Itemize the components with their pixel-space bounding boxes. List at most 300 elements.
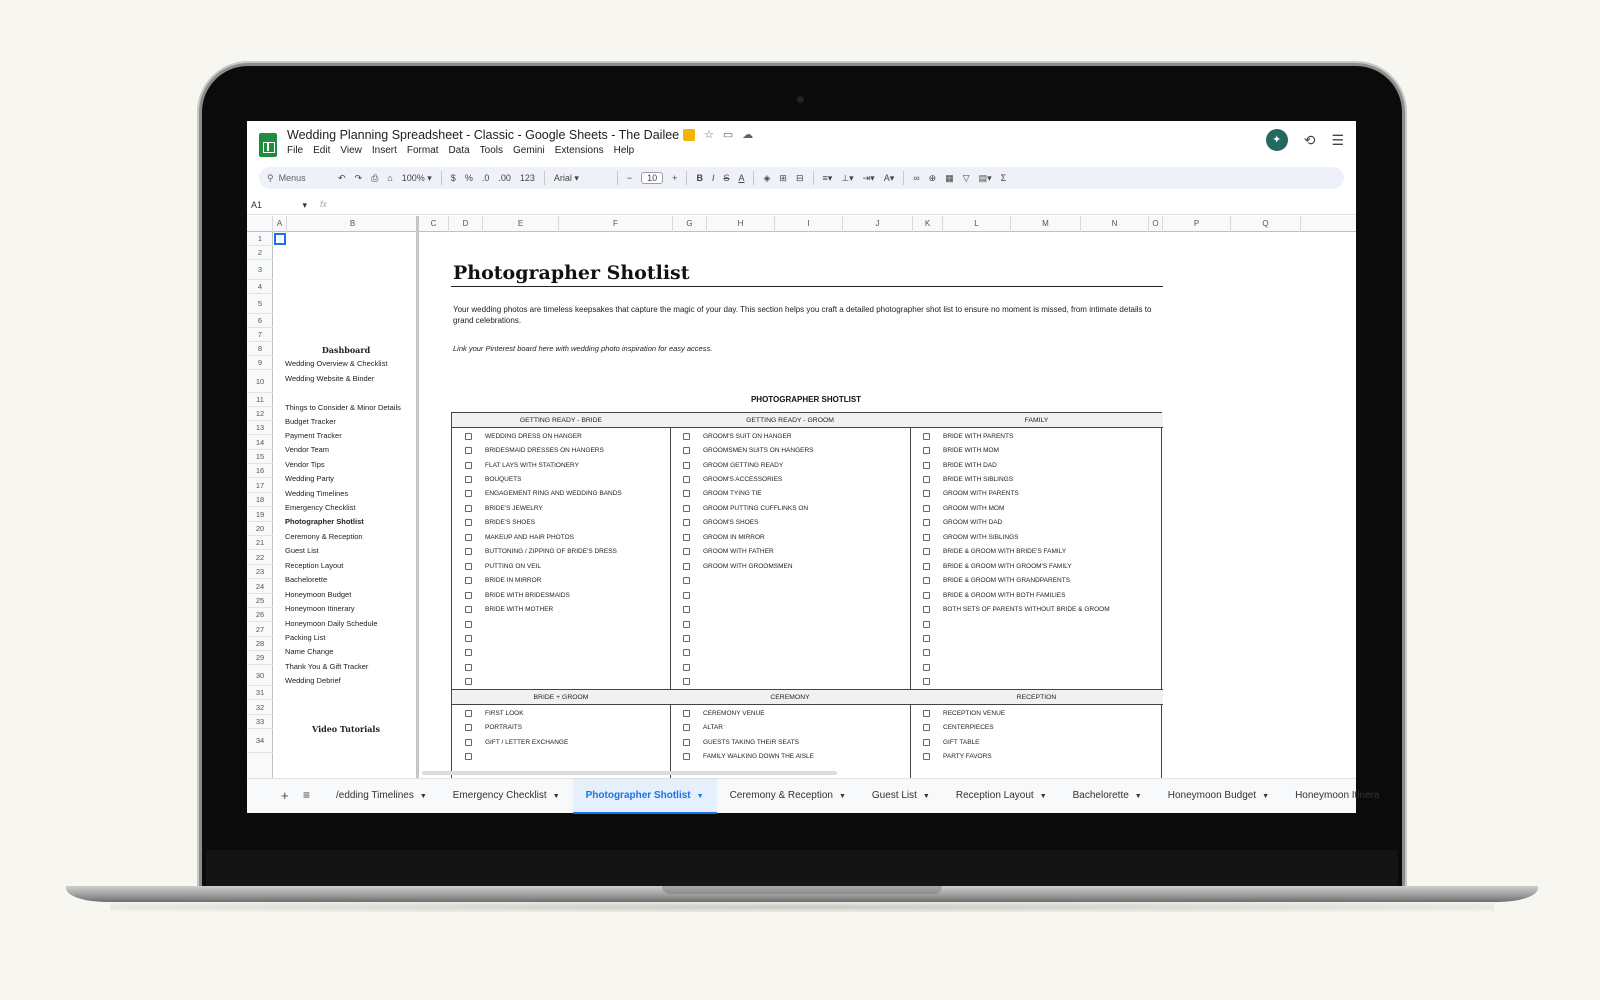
shot-checkbox[interactable]	[465, 606, 472, 613]
sidebar-link[interactable]: Photographer Shotlist	[285, 517, 364, 526]
menu-view[interactable]: View	[340, 145, 362, 156]
menu-gemini[interactable]: Gemini	[513, 145, 545, 156]
shot-checkbox[interactable]	[465, 635, 472, 642]
row-header[interactable]: 24	[247, 579, 273, 594]
toolbar-divider	[903, 171, 904, 185]
row-header[interactable]: 2	[247, 246, 273, 260]
sidebar-link[interactable]: Honeymoon Budget	[285, 590, 352, 599]
sidebar-link[interactable]: Honeymoon Daily Schedule	[285, 619, 378, 628]
row-header[interactable]: 5	[247, 294, 273, 314]
shot-item	[452, 646, 670, 660]
shot-checkbox[interactable]	[923, 621, 930, 628]
shot-item	[670, 545, 910, 559]
shot-checkbox[interactable]	[923, 447, 930, 454]
shot-item	[452, 720, 670, 734]
shot-checkbox[interactable]	[683, 476, 690, 483]
row-header[interactable]: 17	[247, 478, 273, 493]
sheet-tab-label: Honeymoon Budget	[1167, 790, 1257, 801]
add-sheet-icon[interactable]: +	[281, 788, 289, 803]
shot-label: GUESTS TAKING THEIR SEATS	[703, 738, 799, 746]
row-header[interactable]: 31	[247, 686, 273, 700]
dashboard-heading: Dashboard	[321, 345, 371, 355]
sidebar-link[interactable]: Budget Tracker	[285, 417, 336, 426]
column-header[interactable]: N	[1081, 216, 1149, 232]
shot-item	[910, 530, 1163, 544]
sidebar-link[interactable]: Wedding Website & Binder	[285, 374, 375, 383]
shot-checkbox[interactable]	[465, 490, 472, 497]
column-header[interactable]: E	[483, 216, 559, 232]
shot-checkbox[interactable]	[923, 534, 930, 541]
sheet-tab-bar	[247, 778, 1380, 813]
vertical-align-icon[interactable]: ⊥▾	[841, 172, 854, 183]
shot-item	[452, 487, 670, 501]
menu-help[interactable]: Help	[613, 145, 635, 156]
row-header[interactable]: 16	[247, 464, 273, 478]
shotlist-section	[452, 413, 670, 688]
chevron-down-icon[interactable]: ▼	[1134, 793, 1142, 800]
shot-checkbox[interactable]	[923, 592, 930, 599]
search-icon: ⚲	[267, 172, 274, 183]
row-header[interactable]: 22	[247, 550, 273, 565]
row-header[interactable]: 13	[247, 421, 273, 435]
shot-item	[910, 749, 1163, 763]
shot-label: GROOM GETTING READY	[703, 461, 784, 469]
horizontal-scrollbar[interactable]	[422, 771, 837, 775]
select-all-corner[interactable]	[247, 216, 273, 232]
name-box[interactable]	[251, 200, 307, 211]
shot-item	[452, 458, 670, 472]
shot-checkbox[interactable]	[683, 621, 690, 628]
sheet-tab[interactable]	[1060, 779, 1155, 814]
shot-checkbox[interactable]	[683, 592, 690, 599]
merge-cells-icon[interactable]: ⊟	[795, 172, 804, 183]
shot-item	[910, 735, 1163, 749]
borders-icon[interactable]: ⊞	[779, 172, 787, 183]
column-header[interactable]: K	[913, 216, 943, 232]
shot-item	[452, 443, 670, 457]
row-header[interactable]: 25	[247, 594, 273, 608]
text-wrap-icon[interactable]: ⇥▾	[862, 172, 875, 183]
sidebar-link[interactable]: Packing List	[285, 633, 326, 642]
sidebar-link[interactable]: Things to Consider & Minor Details	[285, 403, 401, 412]
avatar[interactable]: ✦	[1266, 129, 1288, 151]
shotlist-section	[910, 413, 1163, 688]
chevron-down-icon[interactable]: ▼	[838, 793, 846, 800]
sheet-tab[interactable]	[440, 779, 573, 814]
shot-item	[670, 501, 910, 515]
sidebar-link[interactable]: Bachelorette	[285, 575, 328, 584]
shot-item	[452, 530, 670, 544]
row-header[interactable]: 14	[247, 435, 273, 450]
shot-checkbox[interactable]	[923, 753, 930, 760]
redo-icon[interactable]: ↷	[354, 172, 363, 183]
sidebar-link[interactable]: Wedding Timelines	[285, 489, 349, 498]
shot-checkbox[interactable]	[465, 664, 472, 671]
menu-insert[interactable]: Insert	[371, 145, 397, 156]
shot-label: GIFT / LETTER EXCHANGE	[485, 738, 569, 746]
shot-label: BRIDESMAID DRESSES ON HANGERS	[485, 447, 604, 455]
shot-checkbox[interactable]	[683, 678, 690, 685]
sheets-logo-icon[interactable]	[259, 133, 277, 157]
insert-chart-icon[interactable]: ▦	[945, 172, 954, 183]
shot-label: GROOM WITH GROOMSMEN	[703, 562, 793, 570]
shot-label: WEDDING DRESS ON HANGER	[485, 432, 582, 440]
font-size-increase-icon[interactable]: +	[672, 173, 678, 183]
shot-checkbox[interactable]	[923, 635, 930, 642]
row-header[interactable]: 29	[247, 651, 273, 665]
shot-item	[910, 487, 1163, 501]
comments-icon[interactable]: ☰	[1331, 131, 1344, 148]
sidebar-link[interactable]: Wedding Debrief	[285, 676, 341, 685]
sheet-tabs	[323, 779, 1393, 814]
shot-checkbox[interactable]	[923, 505, 930, 512]
chevron-down-icon[interactable]: ▼	[419, 793, 427, 800]
row-header[interactable]: 1	[247, 232, 273, 246]
shot-item	[452, 588, 670, 602]
shot-item	[670, 646, 910, 660]
shot-item	[670, 429, 910, 443]
shot-item	[452, 472, 670, 486]
shot-item	[670, 530, 910, 544]
shot-checkbox[interactable]	[683, 739, 690, 746]
menu-file[interactable]: File	[287, 145, 304, 156]
shot-checkbox[interactable]	[923, 433, 930, 440]
move-folder-icon[interactable]: ▭	[722, 129, 734, 141]
sheet-tab[interactable]	[717, 779, 859, 814]
shot-item	[452, 559, 670, 573]
sidebar-link[interactable]: Vendor Tips	[285, 460, 325, 469]
sidebar-link[interactable]: Honeymoon Itinerary	[285, 604, 355, 613]
shot-label: BRIDE & GROOM WITH BRIDE'S FAMILY	[943, 548, 1067, 556]
shot-checkbox[interactable]	[683, 649, 690, 656]
shot-checkbox[interactable]	[683, 577, 690, 584]
shot-checkbox[interactable]	[465, 621, 472, 628]
row-headers	[247, 232, 273, 778]
shot-checkbox[interactable]	[465, 505, 472, 512]
pinterest-link-note[interactable]: Link your Pinterest board here with wedding photo inspiration for easy access.	[453, 344, 713, 353]
shot-checkbox[interactable]	[465, 534, 472, 541]
decrease-decimal-button[interactable]: .0	[481, 173, 490, 183]
column-header[interactable]: A	[273, 216, 287, 232]
sheet-tab-label: Guest List	[871, 790, 917, 801]
shot-item	[910, 472, 1163, 486]
shot-checkbox[interactable]	[923, 678, 930, 685]
row-header[interactable]: 3	[247, 260, 273, 280]
shot-label: BRIDE & GROOM WITH GROOM'S FAMILY	[943, 562, 1072, 570]
shot-checkbox[interactable]	[465, 462, 472, 469]
shot-checkbox[interactable]	[923, 739, 930, 746]
number-format-button[interactable]: 123	[519, 173, 535, 183]
shot-label: FIRST LOOK	[485, 709, 524, 717]
row-header[interactable]: 4	[247, 280, 273, 294]
template-badge-icon[interactable]	[683, 129, 695, 141]
strikethrough-icon[interactable]: S	[723, 173, 730, 183]
shot-checkbox[interactable]	[465, 710, 472, 717]
shot-label: GROOM TYING TIE	[703, 490, 762, 498]
functions-icon[interactable]: Σ	[1000, 173, 1007, 183]
font-select[interactable]: Arial ▾	[553, 172, 579, 183]
currency-button[interactable]: $	[450, 173, 456, 183]
shot-item	[910, 458, 1163, 472]
row-header[interactable]: 30	[247, 665, 273, 686]
shot-label: BRIDE WITH BRIDESMAIDS	[485, 591, 570, 599]
shot-label: BRIDE WITH MOTHER	[485, 606, 554, 614]
page-title: Photographer Shotlist	[453, 262, 690, 284]
freeze-divider[interactable]	[416, 216, 419, 778]
column-headers	[247, 216, 1356, 232]
shot-checkbox[interactable]	[683, 664, 690, 671]
section-header: GETTING READY - BRIDE	[452, 413, 670, 428]
shot-checkbox[interactable]	[923, 490, 930, 497]
text-rotation-icon[interactable]: A▾	[883, 172, 895, 183]
document-title[interactable]: Wedding Planning Spreadsheet - Classic - Google Sheets - The Dailee	[287, 128, 680, 142]
shot-label: ENGAGEMENT RING AND WEDDING BANDS	[485, 490, 622, 498]
row-header[interactable]: 32	[247, 700, 273, 715]
font-value: Arial	[553, 172, 572, 183]
shot-checkbox[interactable]	[923, 664, 930, 671]
star-icon[interactable]: ☆	[704, 129, 714, 141]
menu-data[interactable]: Data	[448, 145, 470, 156]
shot-item	[452, 735, 670, 749]
shot-checkbox[interactable]	[465, 739, 472, 746]
filter-icon[interactable]: ▽	[962, 172, 970, 183]
menu-format[interactable]: Format	[406, 145, 439, 156]
shot-checkbox[interactable]	[683, 519, 690, 526]
print-icon[interactable]: ⎙	[371, 172, 379, 183]
shot-item	[452, 501, 670, 515]
font-size-input[interactable]: 10	[641, 172, 663, 184]
shot-checkbox[interactable]	[465, 476, 472, 483]
sidebar-link[interactable]: Reception Layout	[285, 561, 344, 570]
chevron-down-icon[interactable]: ▼	[1039, 793, 1047, 800]
chevron-down-icon[interactable]: ▼	[1262, 793, 1270, 800]
paint-format-icon[interactable]: ⌂	[387, 173, 393, 183]
shotlist-section	[670, 413, 910, 688]
italic-icon[interactable]: I	[711, 173, 715, 183]
sheet-tab[interactable]	[1282, 779, 1393, 814]
sidebar-link[interactable]: Vendor Team	[285, 445, 330, 454]
column-header[interactable]: L	[943, 216, 1011, 232]
shot-checkbox[interactable]	[683, 563, 690, 570]
column-header[interactable]: C	[419, 216, 449, 232]
cloud-status-icon[interactable]: ☁	[742, 129, 754, 141]
fx-icon: fx	[320, 199, 328, 209]
sidebar-link[interactable]: Wedding Overview & Checklist	[285, 359, 388, 368]
shot-label: BRIDE WITH MOM	[943, 447, 999, 455]
shot-checkbox[interactable]	[465, 592, 472, 599]
shot-checkbox[interactable]	[683, 635, 690, 642]
sheet-tab[interactable]	[573, 779, 717, 814]
shot-checkbox[interactable]	[683, 447, 690, 454]
menu-search[interactable]	[267, 173, 329, 184]
row-header[interactable]: 12	[247, 407, 273, 421]
shot-item	[910, 675, 1163, 689]
shot-item	[910, 443, 1163, 457]
column-header[interactable]: D	[449, 216, 483, 232]
shot-checkbox[interactable]	[465, 447, 472, 454]
shot-checkbox[interactable]	[683, 710, 690, 717]
increase-decimal-button[interactable]: .00	[498, 173, 511, 183]
shot-checkbox[interactable]	[923, 649, 930, 656]
title-bar	[247, 121, 1356, 163]
shot-checkbox[interactable]	[465, 433, 472, 440]
shot-label: GROOM WITH DAD	[943, 519, 1003, 527]
row-header[interactable]: 21	[247, 536, 273, 550]
toolbar-divider	[686, 171, 687, 185]
shot-checkbox[interactable]	[923, 476, 930, 483]
shot-item	[670, 631, 910, 645]
shot-checkbox[interactable]	[465, 678, 472, 685]
row-header[interactable]: 9	[247, 356, 273, 370]
sheet-tab-label: Emergency Checklist	[452, 790, 547, 801]
formula-bar	[247, 197, 1356, 215]
shot-label: GROOM'S SUIT ON HANGER	[703, 432, 792, 440]
version-history-icon[interactable]: ⟲	[1303, 131, 1316, 148]
chevron-down-icon[interactable]: ▼	[922, 793, 930, 800]
shot-item	[452, 602, 670, 616]
column-header[interactable]: F	[559, 216, 673, 232]
sidebar-link[interactable]: Name Change	[285, 647, 334, 656]
shot-checkbox[interactable]	[465, 548, 472, 555]
shot-checkbox[interactable]	[683, 505, 690, 512]
shot-checkbox[interactable]	[683, 724, 690, 731]
shot-checkbox[interactable]	[683, 534, 690, 541]
laptop-bezel	[206, 850, 1398, 888]
row-header[interactable]: 8	[247, 342, 273, 356]
shot-label: BRIDE WITH DAD	[943, 461, 997, 469]
sidebar-link[interactable]: Emergency Checklist	[285, 503, 356, 512]
shot-checkbox[interactable]	[465, 724, 472, 731]
shot-checkbox[interactable]	[923, 606, 930, 613]
sidebar-link[interactable]: Wedding Party	[285, 474, 335, 483]
shot-label: GROOMSMEN SUITS ON HANGERS	[703, 447, 814, 455]
shot-checkbox[interactable]	[683, 462, 690, 469]
shot-label: BRIDE WITH SIBLINGS	[943, 476, 1014, 484]
shot-checkbox[interactable]	[465, 577, 472, 584]
sidebar-link[interactable]: Thank You & Gift Tracker	[285, 662, 369, 671]
fill-color-icon[interactable]: ◈	[763, 172, 771, 183]
filter-views-icon[interactable]: ▤▾	[978, 172, 992, 183]
row-header[interactable]: 7	[247, 328, 273, 342]
row-header[interactable]: 11	[247, 393, 273, 407]
insert-comment-icon[interactable]: ⊕	[928, 172, 937, 183]
chevron-down-icon[interactable]: ▼	[552, 793, 560, 800]
font-size-decrease-icon[interactable]: −	[626, 173, 633, 183]
shot-checkbox[interactable]	[683, 433, 690, 440]
sheet-tab[interactable]	[1155, 779, 1282, 814]
percent-button[interactable]: %	[464, 173, 473, 183]
all-sheets-icon[interactable]: ≡	[303, 788, 311, 802]
column-header[interactable]: G	[673, 216, 707, 232]
shot-checkbox[interactable]	[465, 519, 472, 526]
shot-item	[670, 675, 910, 689]
sheet-tab[interactable]	[323, 779, 440, 814]
sheet-tab[interactable]	[943, 779, 1060, 814]
column-header[interactable]: B	[287, 216, 419, 232]
row-header[interactable]: 28	[247, 637, 273, 651]
column-header[interactable]: Q	[1231, 216, 1301, 232]
row-header[interactable]: 23	[247, 565, 273, 579]
insert-link-icon[interactable]: ∞	[913, 173, 920, 183]
shot-checkbox[interactable]	[923, 563, 930, 570]
active-cell-a1[interactable]	[274, 233, 286, 245]
shotlist-section	[670, 690, 910, 763]
shot-checkbox[interactable]	[923, 462, 930, 469]
toolbar	[259, 167, 1344, 189]
shot-checkbox[interactable]	[683, 753, 690, 760]
chevron-down-icon[interactable]: ▼	[696, 793, 704, 800]
sheet-tab[interactable]	[859, 779, 943, 814]
shot-label: PARTY FAVORS	[943, 753, 992, 761]
shot-checkbox[interactable]	[465, 649, 472, 656]
shot-label: BRIDE & GROOM WITH BOTH FAMILIES	[943, 591, 1066, 599]
undo-icon[interactable]: ↶	[338, 172, 346, 183]
menu-edit[interactable]: Edit	[313, 145, 331, 156]
sidebar-link[interactable]: Payment Tracker	[285, 431, 342, 440]
column-header[interactable]: P	[1163, 216, 1231, 232]
cell-reference: A1	[251, 200, 263, 210]
column-header[interactable]: J	[843, 216, 913, 232]
shot-checkbox[interactable]	[923, 724, 930, 731]
column-header[interactable]: M	[1011, 216, 1081, 232]
shot-label: GROOM WITH FATHER	[703, 548, 774, 556]
menu-extensions[interactable]: Extensions	[554, 145, 604, 156]
shot-checkbox[interactable]	[683, 548, 690, 555]
text-color-icon[interactable]: A	[738, 173, 745, 183]
shot-label: GROOM'S ACCESSORIES	[703, 476, 783, 484]
bold-icon[interactable]: B	[696, 173, 703, 183]
shot-label: GROOM WITH PARENTS	[943, 490, 1019, 498]
shot-checkbox[interactable]	[465, 753, 472, 760]
zoom-select[interactable]: 100% ▾	[401, 172, 432, 183]
column-header[interactable]: H	[707, 216, 775, 232]
row-header[interactable]: 6	[247, 314, 273, 328]
row-header[interactable]: 27	[247, 622, 273, 637]
row-header[interactable]: 19	[247, 507, 273, 522]
column-header[interactable]: O	[1149, 216, 1163, 232]
menu-tools[interactable]: Tools	[479, 145, 504, 156]
row-header[interactable]: 26	[247, 608, 273, 622]
horizontal-align-icon[interactable]: ≡▾	[822, 172, 833, 183]
section-header: RECEPTION	[910, 690, 1163, 705]
column-header[interactable]: I	[775, 216, 843, 232]
row-header[interactable]: 18	[247, 493, 273, 507]
shot-item	[910, 660, 1163, 674]
sidebar-link[interactable]: Guest List	[285, 546, 319, 555]
shot-item	[670, 516, 910, 530]
row-header[interactable]: 15	[247, 450, 273, 464]
shot-checkbox[interactable]	[923, 577, 930, 584]
sheet-tab-label: Bachelorette	[1072, 790, 1129, 801]
shot-checkbox[interactable]	[683, 490, 690, 497]
top-right-controls	[1266, 129, 1344, 151]
shot-checkbox[interactable]	[923, 710, 930, 717]
row-header[interactable]: 10	[247, 370, 273, 393]
shot-item	[910, 617, 1163, 631]
row-header[interactable]: 20	[247, 522, 273, 536]
shot-label: GROOM'S SHOES	[703, 519, 759, 527]
title-divider	[451, 286, 1163, 287]
shot-checkbox[interactable]	[923, 519, 930, 526]
shot-checkbox[interactable]	[683, 606, 690, 613]
shot-checkbox[interactable]	[465, 563, 472, 570]
shot-item	[452, 660, 670, 674]
row-header[interactable]: 34	[247, 729, 273, 753]
row-header[interactable]: 33	[247, 715, 273, 729]
video-tutorials-heading: Video Tutorials	[312, 724, 380, 734]
shot-checkbox[interactable]	[923, 548, 930, 555]
sidebar-link[interactable]: Ceremony & Reception	[285, 532, 363, 541]
